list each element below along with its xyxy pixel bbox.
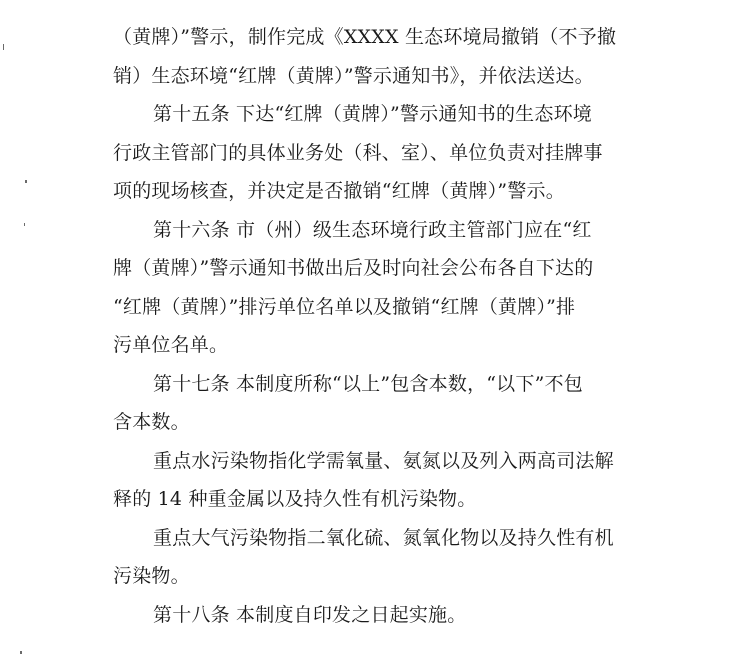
text-line: 含本数。	[113, 411, 190, 433]
article-15-heading-line: 第十五条 下达“红牌（黄牌）”警示通知书的生态环境	[153, 103, 592, 125]
article-16-heading-line: 第十六条 市（州）级生态环境行政主管部门应在“红	[153, 218, 592, 241]
text-line: 项的现场核查，并决定是否撤销“红牌（黄牌）”警示。	[113, 180, 565, 202]
text-line: “红牌（黄牌）”排污单位名单以及撤销“红牌（黄牌）”排	[113, 295, 576, 318]
text-line: 销）生态环境“红牌（黄牌）”警示通知书》，并依法送达。	[113, 64, 594, 87]
paragraph-start-line: 重点水污染物指化学需氧量、氨氮以及列入两高司法解	[153, 449, 614, 472]
margin-mark	[25, 180, 27, 183]
text-line: 牌（黄牌）”警示通知书做出后及时向社会公布各自下达的	[113, 257, 594, 279]
margin-mark	[3, 44, 4, 50]
text-line: 行政主管部门的具体业务处（科、室）、单位负责对挂牌事	[113, 141, 603, 164]
text-line: 污染物。	[113, 565, 190, 587]
paragraph-start-line: 重点大气污染物指二氧化硫、氮氧化物以及持久性有机	[153, 526, 614, 549]
margin-mark	[20, 651, 22, 654]
text-line: （黄牌）”警示，制作完成《XXXX 生态环境局撤销（不予撤	[113, 26, 617, 48]
article-18-heading-line: 第十八条 本制度自印发之日起实施。	[153, 603, 467, 626]
text-line: 污单位名单。	[113, 334, 229, 356]
margin-mark	[24, 223, 25, 226]
document-body	[113, 18, 633, 634]
text-line: 释的 14 种重金属以及持久性有机污染物。	[113, 488, 477, 510]
article-17-heading-line: 第十七条 本制度所称“以上”包含本数，“以下”不包	[153, 372, 583, 395]
